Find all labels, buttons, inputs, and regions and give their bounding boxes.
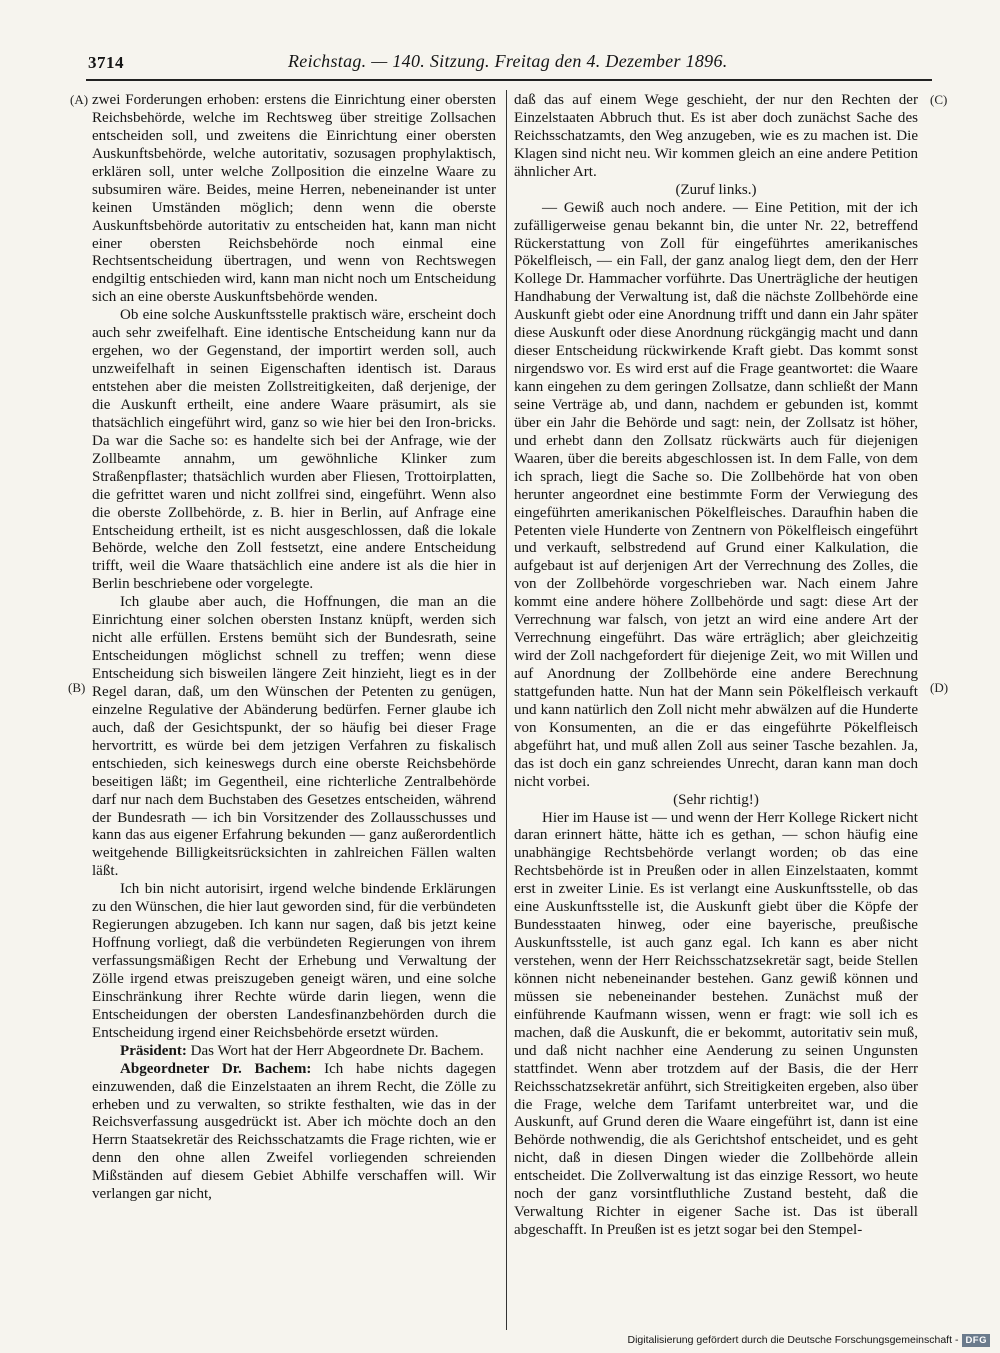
paragraph xyxy=(92,92,496,307)
dfg-logo: DFG xyxy=(962,1334,990,1347)
paragraph xyxy=(92,594,496,881)
margin-marker-a: (A) xyxy=(70,92,89,107)
column-divider xyxy=(506,90,507,1330)
paragraph-text: Ich glaube aber auch, die Hoffnungen, die man an die Einrichtung einer solchen obersten Instanz knüpft, werden sich nicht alle erfüllen. Erstens bemüht sich der Bundesrath, seine Entscheidungen möglichst schnell zu treffen; wenn diese Entscheidung sich bisweilen längere Zeit hinzieht, liegt es in der Regel daran, daß, um den Wünschen der Petenten zu genügen, einzelne Regulative der Abänderung bedürfen. Ferner glaube ich auch, daß der Gesichtspunkt, der so häufig bei dieser Frage hervortritt, es würde bei dem jetzigen Verfahren zu fiskalisch entschieden, sich keineswegs durch eine oberste Reichsbehörde beseitigen läßt; im Gegentheil, eine richterliche Zentralbehörde darf nur nach dem Buchstaben des Gesetzes entscheiden, während der Bundesrath — ich bin Vorsitzender des Zollausschusses und kann das aus eigener Erfahrung bekunden — ganz außerordentlich weitgehende Billigkeitsrücksichten in zahlreichen Fällen walten läßt. xyxy=(92,594,496,880)
running-title: Reichstag. — 140. Sitzung. Freitag den 4. Dezember 1896. xyxy=(288,51,728,71)
speaker-label: Präsident: xyxy=(120,1042,187,1059)
paragraph-text: Ob eine solche Auskunftsstelle praktisch wäre, erscheint doch auch sehr zweifelhaft. Eine identische Entscheidung kann nur da ergehen, wo der Gegenstand, der importirt werden soll, auch unzweifelhaft in seinen Eigenschaften identisch ist. Daraus entstehen aber die meisten Zollstreitigkeiten, daß derjenige, der die Auskunft ertheilt, eine andere Waare präsumirt, als sie thatsächlich eingeführt wird, ganz so wie hier bei den Iron-bricks. Da war die Sache so: es handelte sich bei der Anfrage, wie der Zollbeamte annahm, um gewöhnliche Klinker zum Straßenpflaster; thatsächlich wurden aber Fliesen, Trottoirplatten, die gefrittet waren und nicht zollfrei sind, eingeführt. Wenn also die oberste Zollbehörde, z. B. hier in Berlin, auf Anfrage eine Entscheidung ertheilt, ist es nicht ausgeschlossen, daß die lokale Behörde, welche den Zoll festsetzt, eine andere Entscheidung trifft, weil die Waare thatsächlich eine andere ist als die hier in Berlin beschriebene oder vorgelegte. xyxy=(92,307,496,593)
paragraph xyxy=(514,810,918,1241)
interjection xyxy=(514,182,918,200)
paragraph xyxy=(514,92,918,182)
paragraph-text: (Sehr richtig!) xyxy=(673,791,759,808)
margin-marker-d: (D) xyxy=(930,680,949,695)
margin-marker-c: (C) xyxy=(930,92,948,107)
paragraph xyxy=(92,1061,496,1205)
paragraph-text: daß das auf einem Wege geschieht, der nur den Rechten der Einzelstaaten Abbruch thut. Es ist aber doch zunächst Sache des Reichsschatzamts, den Weg anzugeben, wie es zu machen ist. Die Klagen sind nicht neu. Wir kommen gleich an eine andere Petition ähnlicher Art. xyxy=(514,92,918,180)
paragraph xyxy=(92,307,496,594)
paragraph-text: zwei Forderungen erhoben: erstens die Einrichtung einer obersten Reichsbehörde, welche im Rechtsweg über streitige Zollsachen entscheiden soll, und zweitens die Einrichtung einer obersten Auskunftsbehörde, welche autoritativ, sozusagen prophylaktisch, erklären soll, unter welche Zollposition die einzelne Waare zu subsumiren wäre. Beides, meine Herren, nebeneinander ist unter keinen Umständen möglich; denn wenn die oberste Auskunftsbehörde autoritativ zu entscheiden hat, kann man nicht einer obersten Reichsbehörde noch einmal eine Rechtsentscheidung übertragen, und wenn von Rechtswegen endgiltig entschieden wird, kann man nicht noch um Entscheidung sich an eine oberste Auskunftsbehörde wenden. xyxy=(92,92,496,306)
paragraph-text: Ich bin nicht autorisirt, irgend welche bindende Erklärungen zu den Wünschen, die hier laut geworden sind, für die verbündeten Regierungen abzugeben. Ich kann nur sagen, daß bis jetzt keine Hoffnung vorliegt, daß die verbündeten Regierungen von ihrem verfassungsmäßigen Recht der Erhebung und Verwaltung der Zölle irgend etwas preiszugeben geneigt wären, und eine solche Einschränkung ihrer Rechte würde darin liegen, wenn die Entscheidungen der obersten Landesfinanzbehörden durch die Entscheidung irgend einer Reichsbehörde ersetzt würden. xyxy=(92,881,496,1041)
paragraph-text: Das Wort hat der Herr Abgeordnete Dr. Bachem. xyxy=(186,1042,484,1059)
digitization-credit xyxy=(605,1330,990,1350)
speaker-label: Abgeordneter Dr. Bachem: xyxy=(120,1060,312,1077)
paragraph xyxy=(92,1043,496,1061)
page-number: 3714 xyxy=(88,53,124,72)
paragraph-text: — Gewiß auch noch andere. — Eine Petition, mit der ich zufälligerweise genau bekannt bin, die unter Nr. 22, betreffend Rückerstattung von Zoll für eingeführtes amerikanisches Pökelfleisch, — ein Fall, der ganz analog liegt dem, den der Herr Kollege Dr. Hammacher vorführte. Das Unerträgliche der heutigen Handhabung der Verwaltung ist, daß die nächste Zollbehörde eine Auskunft giebt oder eine Anordnung trifft und dann ein Jahr später diese Auskunft oder diese Anordnung rückgängig macht und dann dieser Entscheidung rückwirkende Kraft giebt. Das kommt sonst nirgendswo vor. Es wird erst auf die Frage geantwortet: die Waare kann eingehen zu dem geringen Zollsatze, dann schließt der Mann seine Verträge ab, und dann, nachdem er gebunden ist, kommt über ein Jahr die Behörde und sagt: nein, der Zollsatz ist höher, und erhebt dann den Zollsatz rückwärts auch für diejenigen Waaren, über die bereits abgeschlossen ist. In dem Falle, von dem ich sprach, liegt die Sache so. Die Zollbehörde hat von oben herunter angeordnet eine bestimmte Form der Verwiegung des eingeführten amerikanischen Pökelfleisches. Daraufhin haben die Petenten viele Hunderte von Zentnern von Pökelfleisch eingeführt und verkauft, selbstredend auf Grund einer Kalkulation, die aufgebaut ist auf derjenigen Art der Verrechnung des Zolles, die von der Zollbehörde vorgeschrieben war. Nach einem Jahre kommt eine andere höhere Zollbehörde und sagt: diese Art der Verrechnung war falsch, von jetzt an wird eine andere Art der Verrechnung eingeführt. Das wäre erträglich; aber gleichzeitig wird der Zoll nachgefordert für diejenige Zeit, wo mit Willen und auf Anordnung der Zollbehörde eine andere Berechnung stattgefunden hatte. Nun hat der Mann sein Pökelfleisch verkauft und kann natürlich den Zoll nicht mehr abwälzen auf die Hunderte von Konsumenten, an die er das eingeführte Pökelfleisch abgeführt hat, und muß allen Zoll aus seiner Tasche bezahlen. Ja, das ist doch ein ganz schreiendes Unrecht, daran kann man doch nicht vorbei. xyxy=(514,199,918,790)
paragraph-text: Ich habe nichts dagegen einzuwenden, daß die Einzelstaaten an ihrem Recht, die Zölle zu erheben und zu verwalten, so strikte festhalten, wie das in der Reichsverfassung ausgedrückt ist. Aber ich möchte doch an den Herrn Staatsekretär des Reichsschatzamts die Frage richten, wie er denn den ohne allen Zweifel vorliegenden schreienden Mißständen auf diesem Gebiet Abhilfe verschaffen will. Wir verlangen gar nicht, xyxy=(92,1060,496,1203)
paragraph-text: Hier im Hause ist — und wenn der Herr Kollege Rickert nicht daran erinnert hätte, hätte ich es gethan, — schon häufig eine unabhängige Rechtsbehörde verlangt worden; ob das eine Rechtsbehörde ist in Preußen oder in allen Einzelstaaten, kommt erst in zweiter Linie. Es ist verlangt eine Auskunftsstelle, ob das eine Auskunftsstelle ist, die Auskunft giebt über die Köpfe der Bundesstaaten hinweg, oder eine bayerische, preußische Auskunftsstelle, ist auch ganz egal. Ich kann es aber nicht verstehen, wenn der Herr Reichsschatzsekretär sagt, beide Stellen können nicht nebeneinander bestehen. Ganz gewiß können und müssen sie nebeneinander bestehen. Zunächst muß der einführende Kaufmann wissen, wenn er fragt: wie soll ich es machen, daß die Auskunft, die er bekommt, autoritativ sein muß, und daß nicht nachher eine Aenderung zu seinen Ungunsten stattfindet. Wenn aber trotzdem auf der Basis, die der Herr Reichsschatzsekretär anführt, sich Streitigkeiten ergeben, also über die Frage, welche dem Tarifamt unterbreitet war, und die Auskunft, auf Grund deren die Waare eingeführt ist, dann ist eine Behörde nothwendig, die als Gerichtshof entscheidet, und es geht nicht, daß in diesen Dingen wieder die Zollbehörde allein entscheidet. Die Zollverwaltung ist das einzige Ressort, wo heute noch der ganz vorsintfluthliche Zustand besteht, daß die Verwaltung Richter in eigener Sache ist. Das ist überall abgeschafft. In Preußen ist es jetzt sogar bei den Stempel- xyxy=(514,809,918,1239)
header-rule xyxy=(86,79,932,81)
paragraph xyxy=(92,881,496,1042)
credit-text: Digitalisierung gefördert durch die Deutsche Forschungsgemeinschaft - xyxy=(627,1334,959,1346)
interjection xyxy=(514,792,918,810)
paragraph-text: (Zuruf links.) xyxy=(675,181,757,198)
margin-marker-b: (B) xyxy=(68,680,86,695)
page-header xyxy=(88,47,930,77)
paragraph xyxy=(514,200,918,792)
right-column xyxy=(514,92,918,1334)
left-column xyxy=(92,92,496,1334)
